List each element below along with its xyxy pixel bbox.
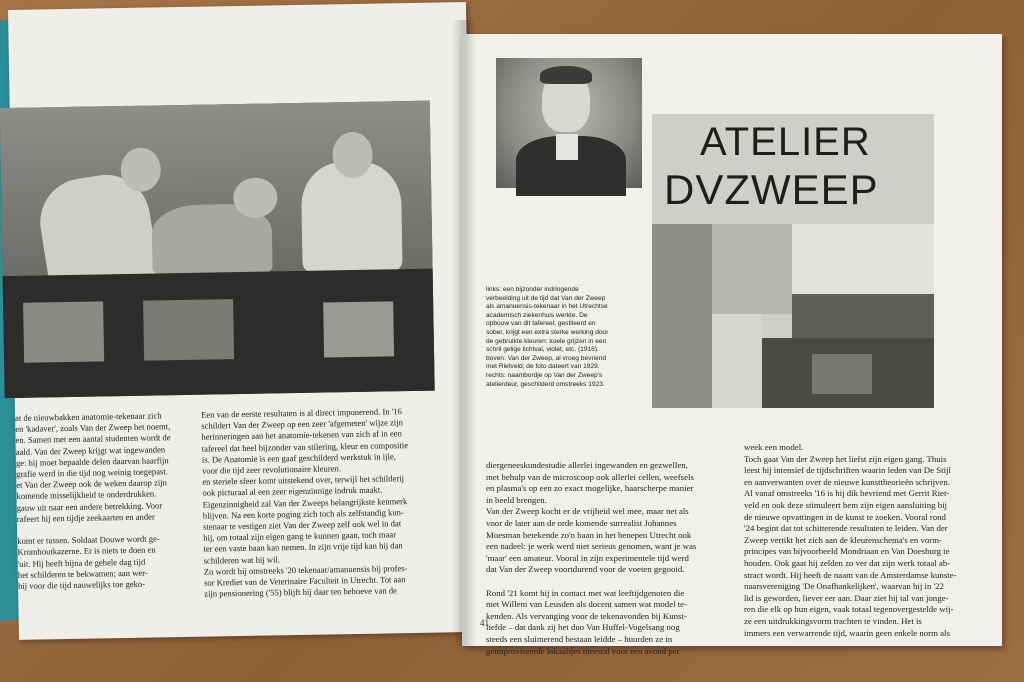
- book-gutter: [452, 20, 476, 646]
- right-page-column-2: week een model. Toch gaat Van der Zweep het liefst zijn eigen gang. Thuis leest hij intensief de tijdschriften waarin leden van De Stijl en aanverwanten over de nieuwe kunsttheorieën schrijven. Al vanaf omstreeks '16 is hij dik bevriend met Gerrit Riet- veld en ook deze stimuleert hem zijn eigen aansluiting bij de nieuwe opvattingen in de kunst te zoeken. Vooral rond '24 begint dat tot schitterende resultaten te leiden. Van der Zweep vertikt het zich aan de kleurenschema's en vorm- principes van bijvoorbeeld Mondriaan en Van Doesburg te houden. Ook gaat hij zelden zo ver dat zijn werk totaal ab- stract wordt. Hij heeft de naam van de Amsterdamse kunste- naarsvereniging 'De Onafhankelijken', waarvan hij in '22 lid is geworden, liever eer aan. Daar ziet hij tal van jonge- ren die elk op hun eigen, vaak totaal tegenovergestelde wij- ze een uitdrukkingsvorm trachten te vinden. Het is immers een verwarrende tijd, waarin geen enkele norm als: [744, 442, 957, 638]
- anatomy-painting: [0, 101, 435, 398]
- atelier-sign-line-2: DVZWEEP: [664, 166, 879, 213]
- left-book-page: [8, 2, 477, 640]
- atelier-sign-line-1: ATELIER: [700, 120, 871, 164]
- page-number: 41: [480, 618, 489, 628]
- left-page-column-2: Een van de eerste resultaten is al direct imponerend. In '16 schildert Van der Zweep op een zeer 'afgemeten' wijze zijn herinneringen aan het anatomie-tekenen van zich af in een tafereel dat heel bijzonder van stilering, kleur en compositie is. De Anatomie is een gaaf geschilderd werkstuk in ijle, voor die tijd zeer revolutionaire kleuren. en steriele sfeer komt uitstekend over, terwijl het schilderij ook picturaal al een zeer eigenzinnige indruk maakt. Eigenzinnigheid zal Van der Zweeps belangrijkste kenmerk blijven. Na een korte poging zich toch als zelfstandig kun- stenaar te vestigen ziet Van der Zweep zelf ook wel in dat hij, om totaal zijn eigen gang te kunnen gaan, toch maar ter een vaste baan kan nemen. In zijn vrije tijd kan hij dan schilderen wat hij wil. Zo wordt hij omstreeks '20 tekenaar/amanuensis bij profes- sor Krediet van de Veterinaire Faculteit in Utrecht. Tot aan zijn pensionering ('55) blijft hij daar ten behoeve van de: [201, 406, 409, 599]
- left-page-column-1: at de nieuwbakken anatomie-tekenaar zich en 'kadaver', zoals Van der Zweep het noemt, en. Samen met een aantal studenten wordt de aald. Van der Zweep krijgt wat ingewanden ge: hij moet bepaalde delen daarvan haarfijn grafie werd in die tijd nog weinig toegepast. et Van der Zweep ook de weken daarop zijn komende misselijkheid te onderdrukken. gauw uit naar een andere betrekking. Voor rafeert hij een tijdje zeekaarten en ander komt er tussen. Soldaat Douwe wordt ge- Kromhoutkazerne. Er is niets te doen en 'uit. Hij heeft bijna de gehele dag tijd het schilderen te bekwamen; aan wer- hij voor die tijd nauwelijks toe geko-: [15, 410, 171, 591]
- portrait-photo: [496, 58, 642, 188]
- photo-caption: links: een bijzonder indringende verbeelding uit de tijd dat Van der Zweep als amanuensis-tekenaar in het Utrechtse academisch ziekenhuis werkte. De opbouw van dit tafereel, gestileerd en sober, krijgt een extra sterke werking door de gebruikte kleuren: koele grijzen in een schril gelige lichtval, violet, etc. (1916). boven: Van der Zweep, al vroeg bevriend met Rietveld; de foto dateert van 1929. rechts: naambordje op Van der Zweep's atelierdeur, geschilderd omstreeks 1923.: [486, 286, 609, 388]
- atelier-sign-painting: [652, 114, 934, 408]
- right-book-page: [462, 34, 1002, 656]
- right-page-column-1: diergeneeskundestudie allerlei ingewanden en gezwellen, met behulp van de microscoop ook allerlei cellen, weefsels en plasma's op een zo exact mogelijke, haarscherpe manier in beeld brengen. Van der Zweep kocht er de vrijheid wel mee, maar net als voor de later aan de orde komende surrealist Johannes Moesman betekende zo'n baan in het benepen Utrecht ook een nadeel: je werk werd niet serieus genomen, want je was 'maar' een amateur. Vooral in zijn experimentele tijd werd dat Van der Zweep voortdurend voor de voeten gegooid. Rond '21 komt hij in contact met wat leeftijdgenoten die met Willem van Leusden als docent samen wat model te- kenden. Als vervanging voor de tekenavonden bij Kunst- liefde – dat dank zij het duo Van Huffel-Vogelsang nog steeds een sluimerend bestaan leidde – huurden ze in geïmproviseerde lokaaltjes meestal voor een avond per: [486, 460, 697, 656]
